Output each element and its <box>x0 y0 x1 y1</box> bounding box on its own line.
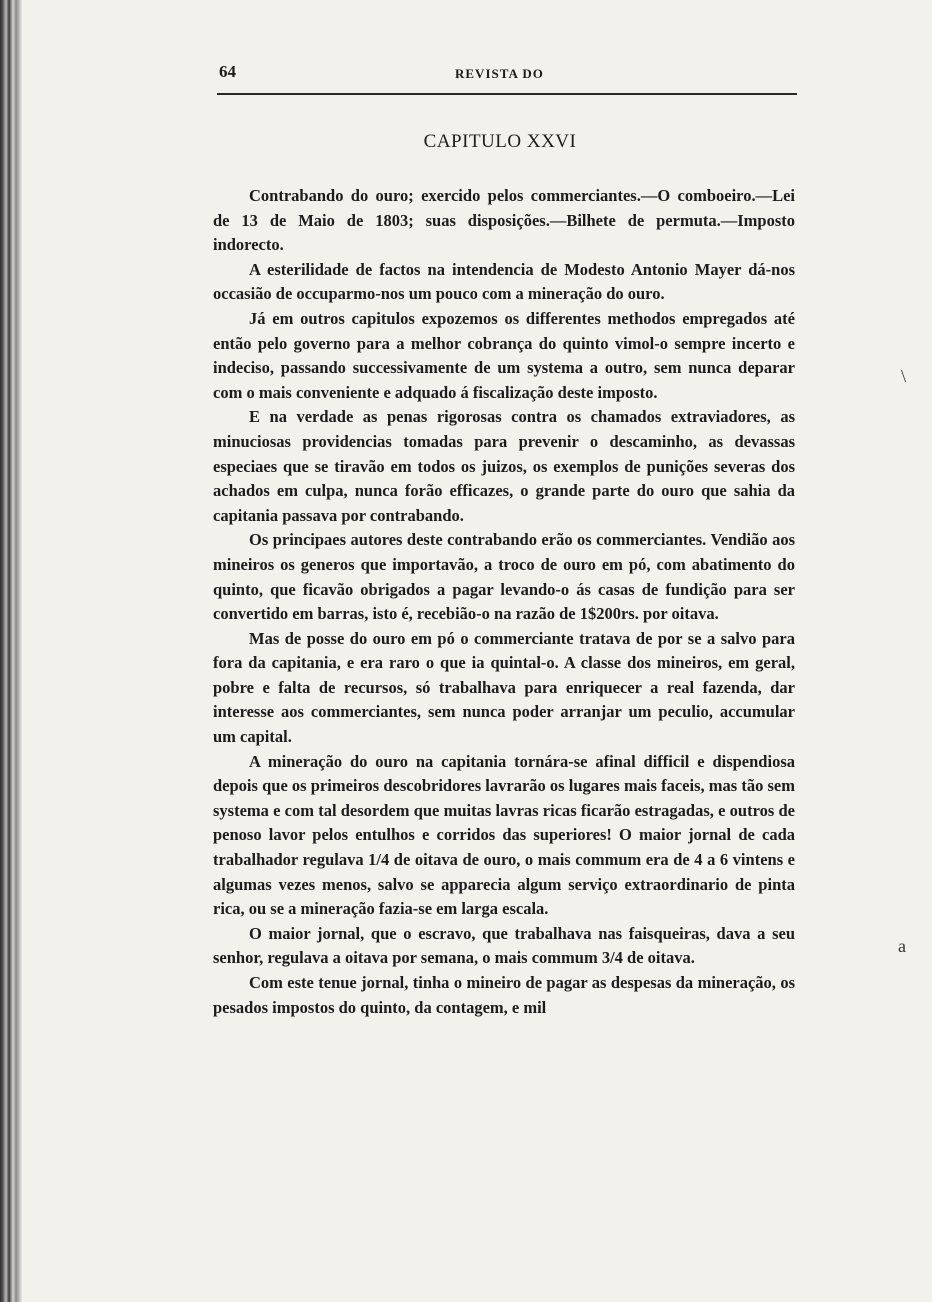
book-page <box>205 0 800 1302</box>
paragraph: A mineração do ouro na capitania tornára-se afinal difficil e dispendiosa depois que os primeiros descobridores lavrarão os lugares mais faceis, mas tão sem systema e com tal desordem que muitas lavras ricas ficarão estragadas, e outros de penoso lavor pelos entulhos e corridos das superiores! O maior jornal de cada trabalhador regulava 1/4 de oitava de ouro, o mais commum era de 4 a 6 vintens e algumas vezes menos, salvo se apparecia algum serviço extraordinario de pinta rica, ou se a mineração fazia-se em larga escala. <box>213 751 795 919</box>
paragraph: Com este tenue jornal, tinha o mineiro de pagar as despesas da mineração, os pesados impostos do quinto, da contagem, e mil <box>213 973 795 1017</box>
running-head: REVISTA DO <box>455 66 544 81</box>
header-rule <box>217 93 797 95</box>
page-number: 64 <box>219 62 236 81</box>
paragraph: O maior jornal, que o escravo, que trabalhava nas faisqueiras, dava a seu senhor, regulava a oitava por semana, o mais commum 3/4 de oitava. <box>213 923 795 968</box>
paragraph: Já em outros capitulos expozemos os differentes methodos empregados até então pelo governo para a melhor cobrança do quinto vimol-o sempre incerto e indeciso, passando successivamente de um systema a outro, sem nunca deparar com o mais conveniente e adquado á fiscalização deste imposto. <box>213 308 795 402</box>
body-text <box>213 184 795 1020</box>
paragraph: Os principaes autores deste contrabando erão os commerciantes. Vendião aos mineiros os generos que importavão, a troco de ouro em pó, com abatimento do quinto, que ficavão obrigados a pagar levando-o ás casas de fundição para ser convertido em barras, isto é, recebião-o na razão de 1$200rs. por oitava. <box>213 530 795 624</box>
margin-annotation: a <box>898 936 906 956</box>
margin-annotation: \ <box>901 366 907 386</box>
chapter-title: CAPITULO XXVI <box>423 131 577 152</box>
paragraph: A esterilidade de factos na intendencia de Modesto Antonio Mayer dá-nos occasião de occuparmo-nos um pouco com a mineração do ouro. <box>213 259 795 304</box>
paragraph: E na verdade as penas rigorosas contra os chamados extraviadores, as minuciosas providencias tomadas para prevenir o descaminho, as devassas especiaes que se tiravão em todos os juizos, os exemplos de punições severas dos achados em culpa, nunca forão efficazes, o grande parte do ouro que sahia da capitania passava por contrabando. <box>213 407 795 525</box>
chapter-summary: Contrabando do ouro; exercido pelos commerciantes.—O comboeiro.—Lei de 13 de Maio de 1803; suas disposições.—Bilhete de permuta.—Imposto indorecto. <box>213 186 795 255</box>
paragraph: Mas de posse do ouro em pó o commerciante tratava de por se a salvo para fora da capitania, e era raro o que ia quintal-o. A classe dos mineiros, em geral, pobre e falta de recursos, só trabalhava para enriquecer a real fazenda, dar interesse aos commerciantes, sem nunca poder arranjar um peculio, accumular um capital. <box>213 628 795 747</box>
book-spine-edge <box>0 0 22 1302</box>
page-header <box>205 62 800 86</box>
